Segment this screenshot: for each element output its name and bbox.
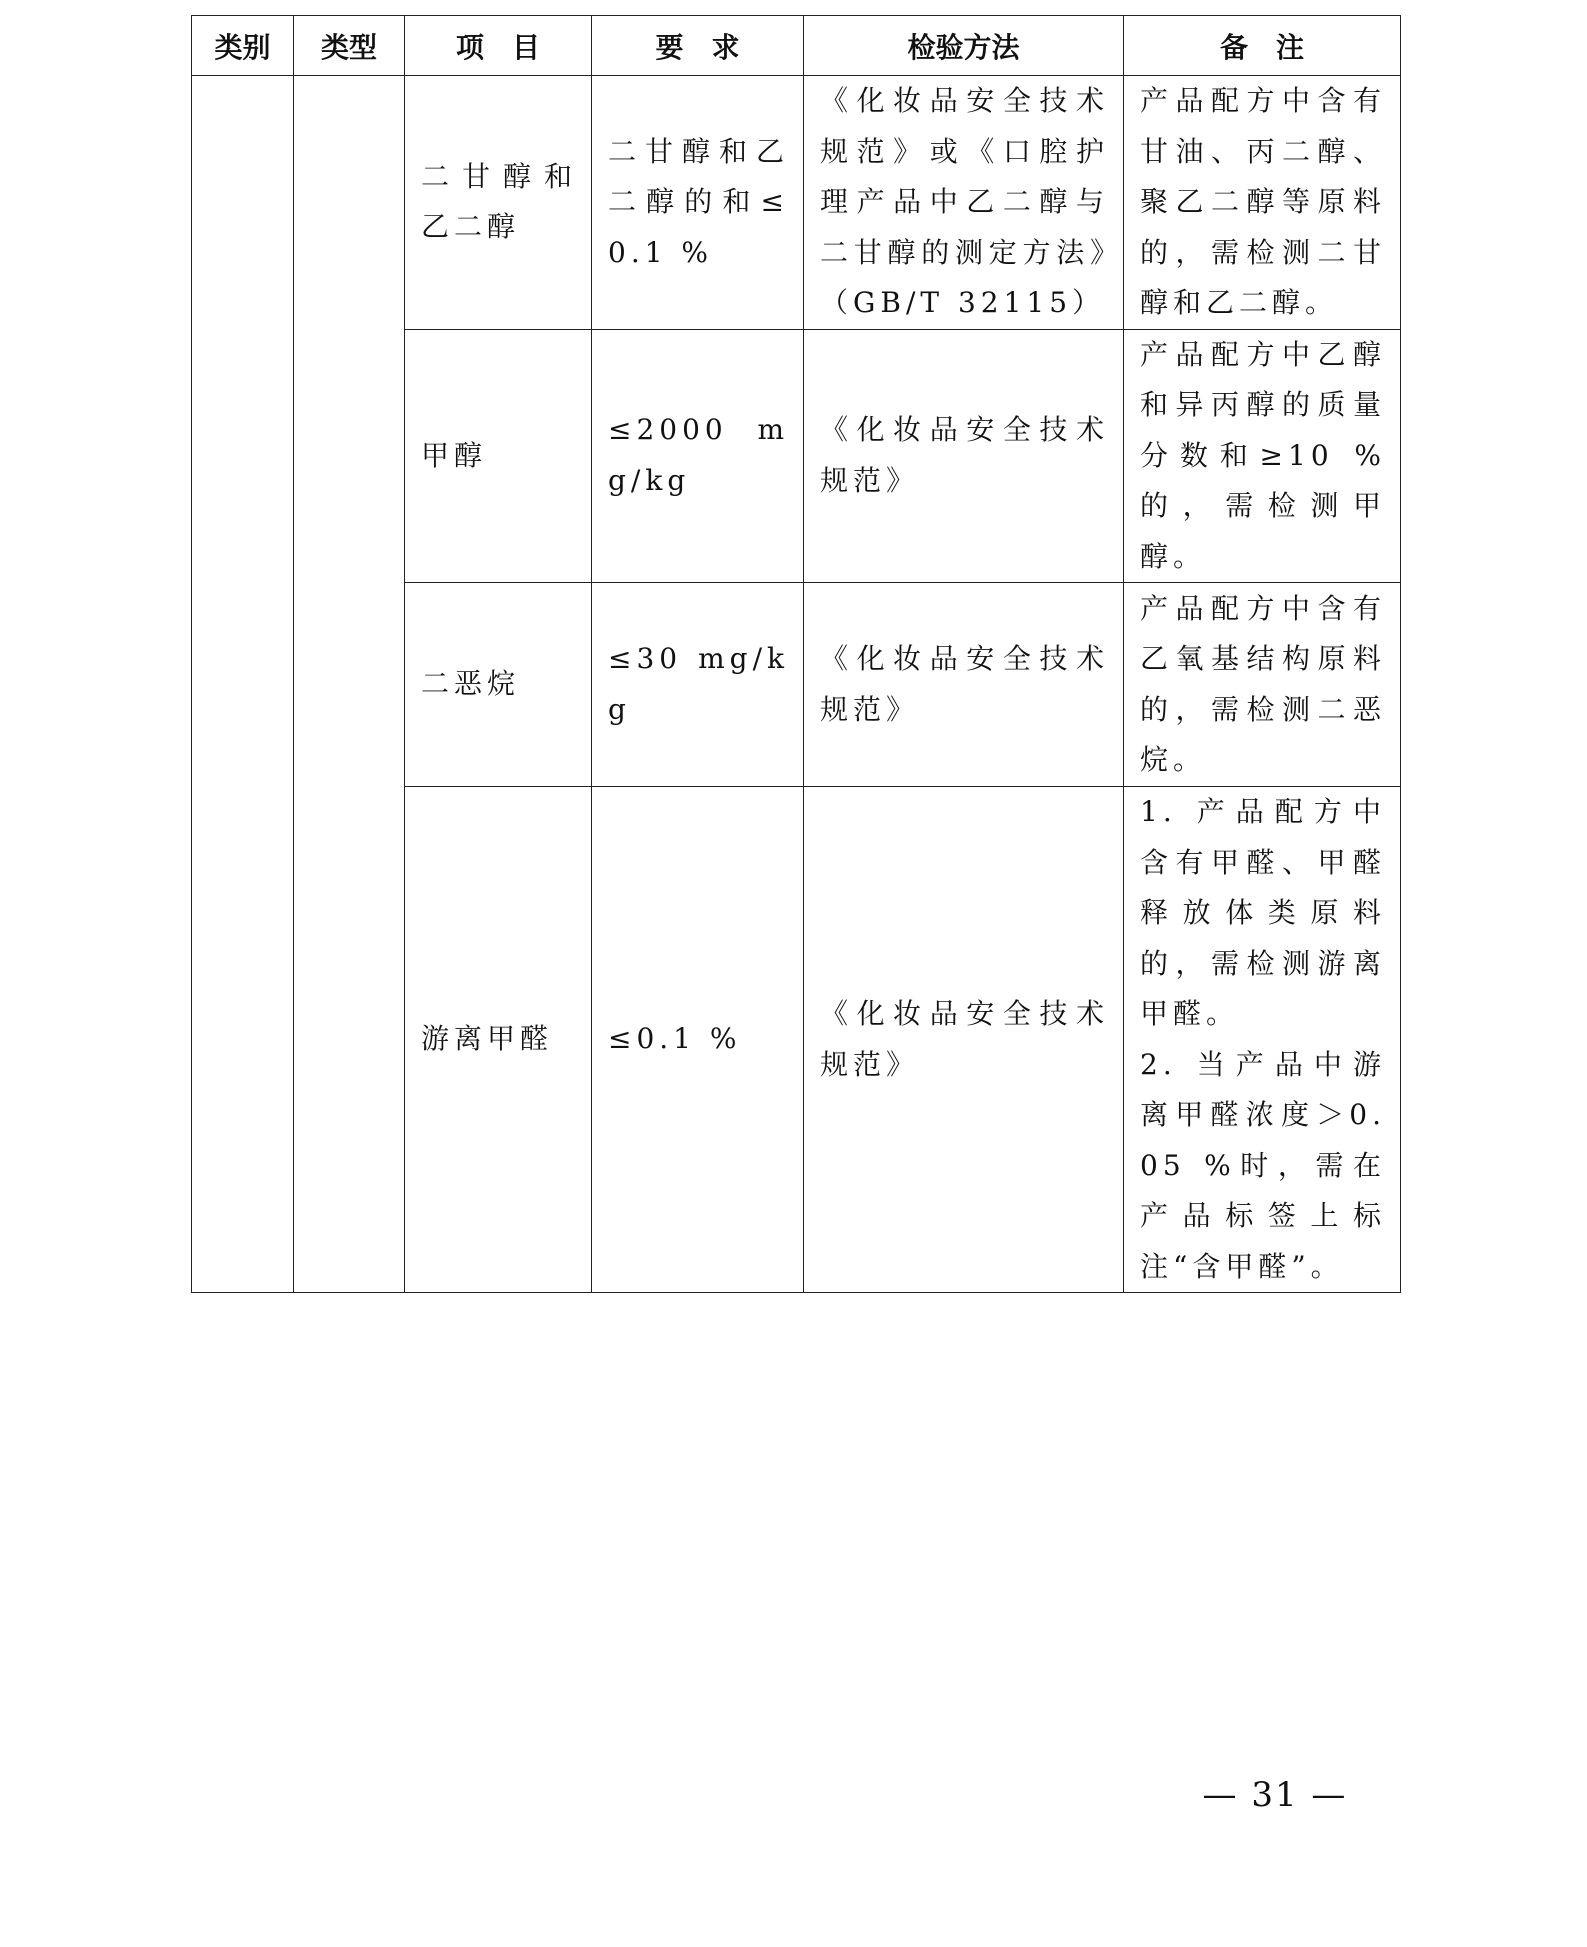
category-cell <box>192 76 294 1293</box>
table-header-row <box>192 16 1401 76</box>
notes-cell <box>1124 787 1401 1293</box>
header-category: 类别 <box>192 16 294 76</box>
item-cell: 二恶烷 <box>405 583 592 787</box>
notes-cell <box>1124 583 1401 787</box>
note-text: 2. 当产品中游离甲醛浓度＞0.05 %时，需在产品标签上标注“含甲醛”。 <box>1140 1047 1386 1283</box>
header-type: 类型 <box>294 16 405 76</box>
header-notes: 备 注 <box>1124 16 1401 76</box>
header-requirement: 要 求 <box>592 16 804 76</box>
header-item: 项 目 <box>405 16 592 76</box>
method-cell: 《化妆品安全技术规范》 <box>804 329 1124 583</box>
page-number: — 31 — <box>1202 1775 1348 1815</box>
inspection-table <box>191 15 1401 1293</box>
method-cell: 《化妆品安全技术规范》或《口腔护理产品中乙二醇与二甘醇的测定方法》（GB/T 32115） <box>804 76 1124 330</box>
note-text: 1. 产品配方中含有甲醛、甲醛释放体类原料的，需检测游离甲醛。 <box>1140 795 1386 1030</box>
item-cell: 甲醇 <box>405 329 592 583</box>
note-text: 产品配方中乙醇和异丙醇的质量分数和≥10 %的，需检测甲醇。 <box>1140 337 1386 573</box>
item-cell: 游离甲醛 <box>405 787 592 1293</box>
item-cell: 二甘醇和乙二醇 <box>405 76 592 330</box>
notes-cell <box>1124 76 1401 330</box>
table-row <box>192 76 1401 330</box>
requirement-cell: 二甘醇和乙二醇的和≤0.1 % <box>592 76 804 330</box>
requirement-cell: ≤30 mg/kg <box>592 583 804 787</box>
note-text: 产品配方中含有甘油、丙二醇、聚乙二醇等原料的，需检测二甘醇和乙二醇。 <box>1140 84 1386 319</box>
notes-cell <box>1124 329 1401 583</box>
note-text: 产品配方中含有乙氧基结构原料的，需检测二恶烷。 <box>1140 591 1386 776</box>
header-test-method: 检验方法 <box>804 16 1124 76</box>
requirement-cell: ≤2000 mg/kg <box>592 329 804 583</box>
method-cell: 《化妆品安全技术规范》 <box>804 787 1124 1293</box>
requirement-cell: ≤0.1 % <box>592 787 804 1293</box>
method-cell: 《化妆品安全技术规范》 <box>804 583 1124 787</box>
type-cell <box>294 76 405 1293</box>
